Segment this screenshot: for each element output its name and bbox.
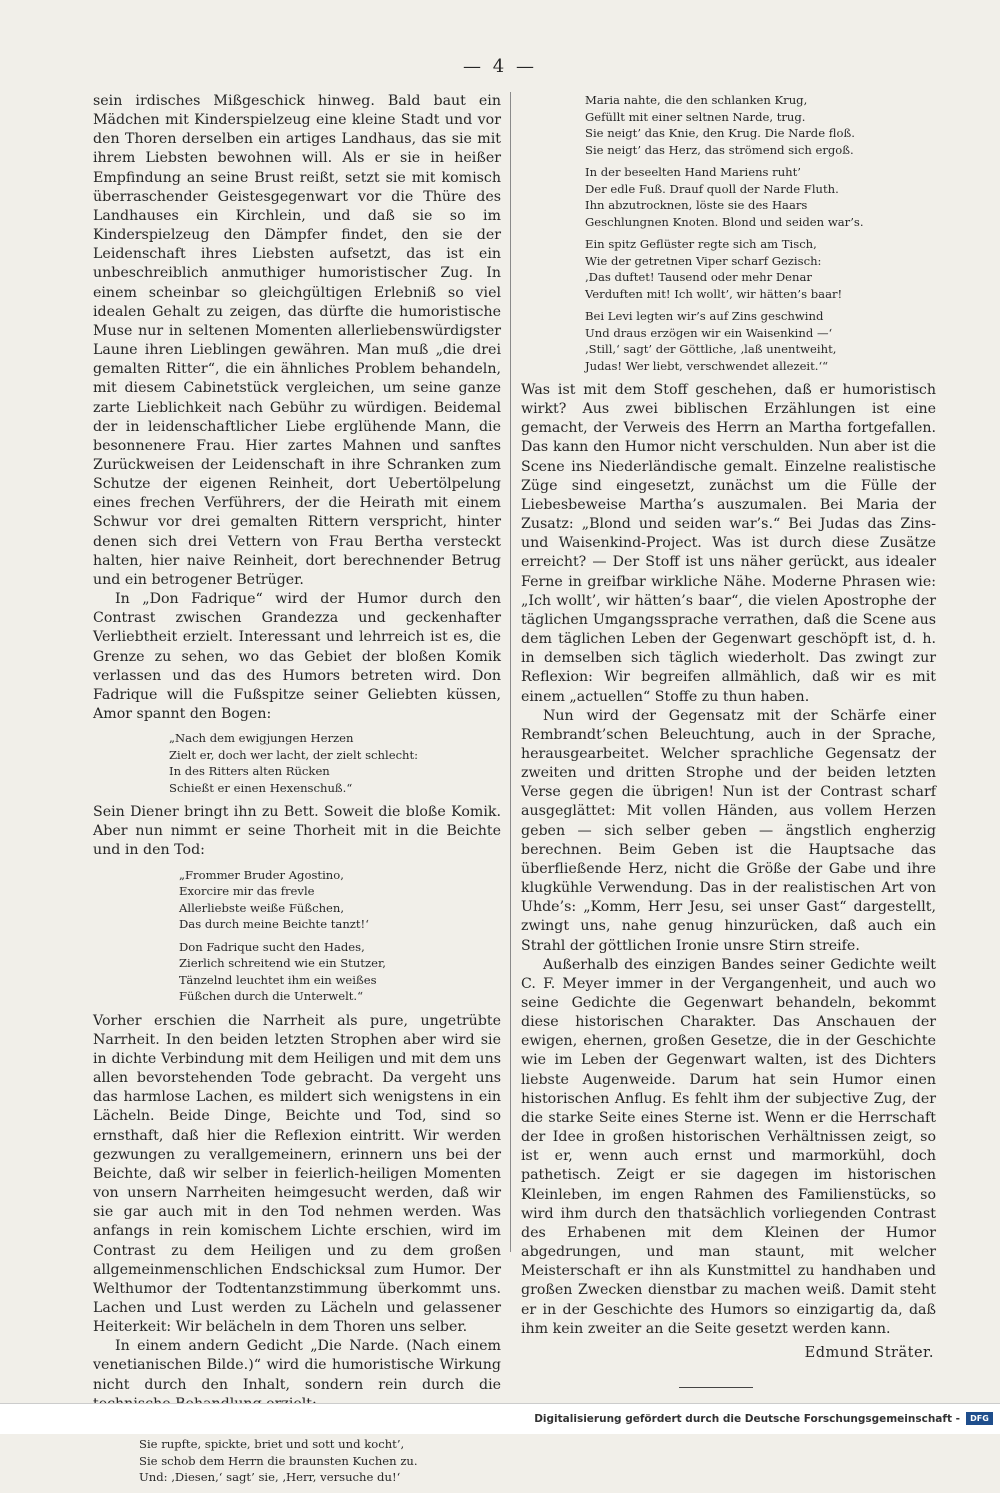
- verse-line: Sie rupfte, spickte, briet und sott und kocht’,: [139, 1437, 405, 1452]
- verse-line: Wie der getretnen Viper scharf Gezisch:: [585, 253, 822, 268]
- verse-quote: [93, 867, 501, 1005]
- paragraph: Außerhalb des einzigen Bandes seiner Gedichte weilt C. F. Meyer immer in der Vergangenheit, und auch wo seine Gedichte die Gegenwart behandeln, bekommt diese historischen Charakter. Das Anschauen der ewigen, ehernen, großen Gesetze, die in der Geschichte wie im Leben der Gegenwart walten, ist des Dichters liebste Augenweide. Darum hat sein Humor einen historischen Anflug. Es fehlt ihm der subjective Zug, der die starke Seite eines Sterne ist. Wenn er die Herrschaft der Idee in großen historischen Verhältnissen zeigt, so ist er, wenn auch ernst und marmorkühl, doch pathetisch. Zeigt er sie dagegen im historischen Kleinleben, im engen Rahmen des Familienstücks, so wird ihm durch den thatsächlich vorliegenden Contrast des Erhabenen mit dem Kleinen der Humor abgedrungen, und man staunt, mit welcher Meisterschaft er ihn als Kunstmittel zu handhaben und großen Zwecken dienstbar zu machen weiß. Damit steht er in der Geschichte des Humors so einzigartig da, daß ihm kein zweiter an die Seite gesetzt werden kann.: [521, 956, 936, 1337]
- paragraph: In einem andern Gedicht „Die Narde. (Nach einem venetianischen Bilde.)“ wird die humoristische Wirkung nicht durch den Inhalt, sondern rein durch die: [93, 1338, 501, 1393]
- paragraph: Nun wird der Gegensatz mit der Schärfe einer Rembrandt’schen Beleuchtung, auch in der Sprache, herausgearbeitet. Welcher sprachliche Gegensatz der zweiten und dritten Strophe und der beiden letzten Verse gegen die übrigen! Nun ist der Contrast scharf ausgeglättet: Mit vollen Händen, aus vollem Herzen geben — sich selber geben — ängstlich engherzig berechnen. Beim Geben ist die Hauptsache das überfließende Herz, nicht die Größe der Gabe und ihre klugkühle Verwendung. Das in der realistischen Art von Uhde’s: „Komm, Herr Jesu, sei unser Gast“ dargestellt, zwingt uns, nahe genug hinzurücken, daß auch ein Strahl der göttlichen Ironie unsre Stirn streife.: [521, 707, 936, 954]
- page-number: — 4 —: [463, 56, 537, 77]
- verse-line: ‚Still,‘ sagt’ der Göttliche, ‚laß unentweiht,: [585, 342, 837, 356]
- verse-quote: [521, 92, 936, 374]
- paragraph: Was ist mit dem Stoff geschehen, daß er humoristisch wirkt? Aus zwei biblischen Erzählungen ist eine gemacht, der Verweis des Herrn an Martha fortgefallen. Das kann den Humor nicht verschulden. Nun aber ist die Scene ins Niederländische gemalt. Einzelne realistische Züge sind eingesetzt, zunächst um die Fülle der Liebesbeweise Martha’s auszumalen. Bei Maria der Zusatz: „Blond und seiden war’s.“ Bei Judas das Zins- und Waisenkind-Project. Was ist durch diese Zusätze erreicht? — Der Stoff ist uns näher gerückt, aus idealer Ferne in greifbar wirkliche Nähe. Moderne Phrasen wie: „Ich wollt’, wir hätten’s baar“, die vielen Apostrophe der täglichen Umgangssprache verrathen, daß die Scene aus dem täglichen Leben der Gegenwart geschöpft ist, d. h. in demselben sich täglich wiederholt. Das zwingt zur Reflexion: Wir begreifen allmählich, daß wir es mit einem „actuellen“ Stoffe zu thun haben.: [521, 382, 936, 705]
- end-rule: [679, 1387, 753, 1388]
- verse-line: Tänzelnd leuchtet ihm ein weißes: [179, 972, 377, 987]
- stanza: [179, 939, 501, 1005]
- verse-line: Füßchen durch die Unterwelt.“: [179, 989, 364, 1004]
- paragraph: Sein Diener bringt ihn zu Bett. Soweit die bloße Komik. Aber nun nimmt er seine Thorheit mit in die Beichte und in den Tod:: [93, 804, 501, 859]
- verse-line: „Nach dem ewigjungen Herzen: [169, 731, 354, 746]
- verse-line: Bei Levi legten wir’s auf Zins geschwind: [585, 309, 824, 323]
- paragraph: In „Don Fadrique“ wird der Humor durch den Contrast zwischen Grandezza und geckenhafter Verliebtheit erzielt. Interessant und lehrreich ist es, die Grenze zu sehen, wo das Gebiet der bloßen Komik verlassen und das des Humors betreten wird. Don Fadrique will die Fußspitze seiner Geliebten küssen, Amor spannt den Bogen:: [93, 591, 501, 722]
- verse-line: ‚Das duftet! Tausend oder mehr Denar: [585, 270, 812, 284]
- verse-line: Verduften mit! Ich wollt’, wir hätten’s baar!: [585, 286, 843, 301]
- verse-line: Ein spitz Geflüster regte sich am Tisch,: [585, 237, 817, 251]
- footer-bar: [0, 1403, 1000, 1434]
- stanza: [585, 92, 936, 158]
- verse-line: Geschlungnen Knoten. Blond und seiden war’s.: [585, 214, 864, 229]
- verse-line: Don Fadrique sucht den Hades,: [179, 939, 365, 954]
- verse-line: Der edle Fuß. Drauf quoll der Narde Fluth.: [585, 181, 839, 196]
- verse-line: Exorcire mir das frevle: [179, 884, 315, 899]
- verse-line: Ihn abzutrocknen, löste sie des Haars: [585, 198, 808, 212]
- verse-line: Sie neigt’ das Herz, das strömend sich ergoß.: [585, 142, 854, 157]
- verse-line: In des Ritters alten Rücken: [169, 764, 330, 779]
- verse-line: Zierlich schreitend wie ein Stutzer,: [179, 956, 386, 971]
- verse-line: Und: ‚Diesen,‘ sagt’ sie, ‚Herr, versuche du!‘: [139, 1470, 401, 1485]
- stanza: [585, 164, 936, 230]
- verse-line: Sie schob dem Herrn die braunsten Kuchen zu.: [139, 1453, 418, 1468]
- verse-line: Gefüllt mit einer seltnen Narde, trug.: [585, 109, 806, 124]
- footer-credit: Digitalisierung gefördert durch die Deutsche Forschungsgemeinschaft -: [534, 1413, 960, 1425]
- stanza: [585, 236, 936, 302]
- author-signature: Edmund Sträter.: [804, 1344, 934, 1361]
- verse-line: „Frommer Bruder Agostino,: [179, 867, 344, 882]
- verse-line: Judas! Wer liebt, verschwendet allezeit.‘“: [585, 358, 829, 373]
- verse-line: Und draus erzögen wir ein Waisenkind —‘: [585, 325, 833, 340]
- column-divider: [510, 92, 511, 1252]
- verse-line: Schießt er einen Hexenschuß.“: [169, 780, 353, 795]
- verse-quote: [93, 730, 501, 796]
- verse-line: Allerliebste weiße Füßchen,: [179, 900, 345, 915]
- verse-line: In der beseelten Hand Mariens ruht’: [585, 165, 801, 179]
- left-column: [93, 92, 501, 1493]
- stanza: [169, 730, 501, 796]
- stanza: [585, 308, 936, 374]
- paragraph: Vorher erschien die Narrheit als pure, ungetrübte Narrheit. In den beiden letzten Strophen aber wird sie in dichte Verbindung mit dem Heiligen und mit dem uns allen bevorstehenden Tode gebracht. Da vergeht uns das harmlose Lachen, es mildert sich wenigstens in ein Lächeln. Beide Dinge, Beichte und Tod, sind so ernsthaft, daß hier die Reflexion eintritt. Wir werden gezwungen zu verallgemeinern, erinnern uns bei der Beichte, daß wir selber in feierlich-heiligen Momenten von unsern Narrheiten heimgesucht werden, daß wir sie gar auch mit in den Tod nehmen werden. Was anfangs in rein komischem Lichte erschien, wird im Contrast zu dem Heiligen und zu dem großen allgemeinmenschlichen Endschicksal zum Humor. Der Welthumor der Todtentanzstimmung überkommt uns. Lachen und Lust werden zu Lächeln und gelassener Heiterkeit: Wir belächeln in dem Thoren uns selber.: [93, 1012, 501, 1336]
- stanza: [179, 867, 501, 933]
- verse-line: Das durch meine Beichte tanzt!‘: [179, 917, 369, 932]
- verse-line: Maria nahte, die den schlanken Krug,: [585, 93, 808, 107]
- verse-line: Zielt er, doch wer lacht, der zielt schlecht:: [169, 747, 419, 762]
- paragraph: sein irdisches Mißgeschick hinweg. Bald baut ein Mädchen mit Kinderspielzeug eine kleine Stadt und vor den Thoren derselben ein artiges Landhaus, das sie mit ihrem Liebsten bewohnen will. Als er sie in heißer Empfindung an seine Brust reißt, setzt sie mit komisch überraschender Geistesgegenwart vor die Thüre des Landhauses ein Kirchlein, und daß sie so im Kinderspielzeug den Dämpfer findet, den sie der Leidenschaft ihres Liebsten aufsetzt, das ist ein unbeschreiblich anmuthiger humoristischer Zug. In einem scheinbar so gleichgültigen Erlebniß so viel idealen Gehalt zu zeigen, das dürfte die humoristische Muse nur in seltenen Momenten allerliebenswürdigster Laune ihren Lieblingen gewähren. Man muß „die drei gemalten Ritter“, die ein ähnliches Problem behandeln, mit diesem Cabinetstück vergleichen, um seine ganze zarte Lieblichkeit nach Gebühr zu würdigen. Beidemal der in leidenschaftlicher Liebe erglühende Mann, die besonnenere Frau. Hier zartes Mahnen und sanftes Zurückweisen der Leidenschaft in ihre Schranken zum Schutze der eigenen Reinheit, dort Uebertölpelung eines frechen Verführers, der die Heirath mit einem Schwur vor drei gemalten Rittern verspricht, hinter denen sich drei Vettern von Frau Bertha versteckt halten, hier naive Reinheit, dort berechnender Betrug und ein betrogener Betrüger.: [93, 93, 501, 588]
- dfg-logo: DFG: [966, 1412, 993, 1425]
- right-column: [521, 92, 936, 1388]
- verse-line: Sie neigt’ das Knie, den Krug. Die Narde floß.: [585, 126, 855, 140]
